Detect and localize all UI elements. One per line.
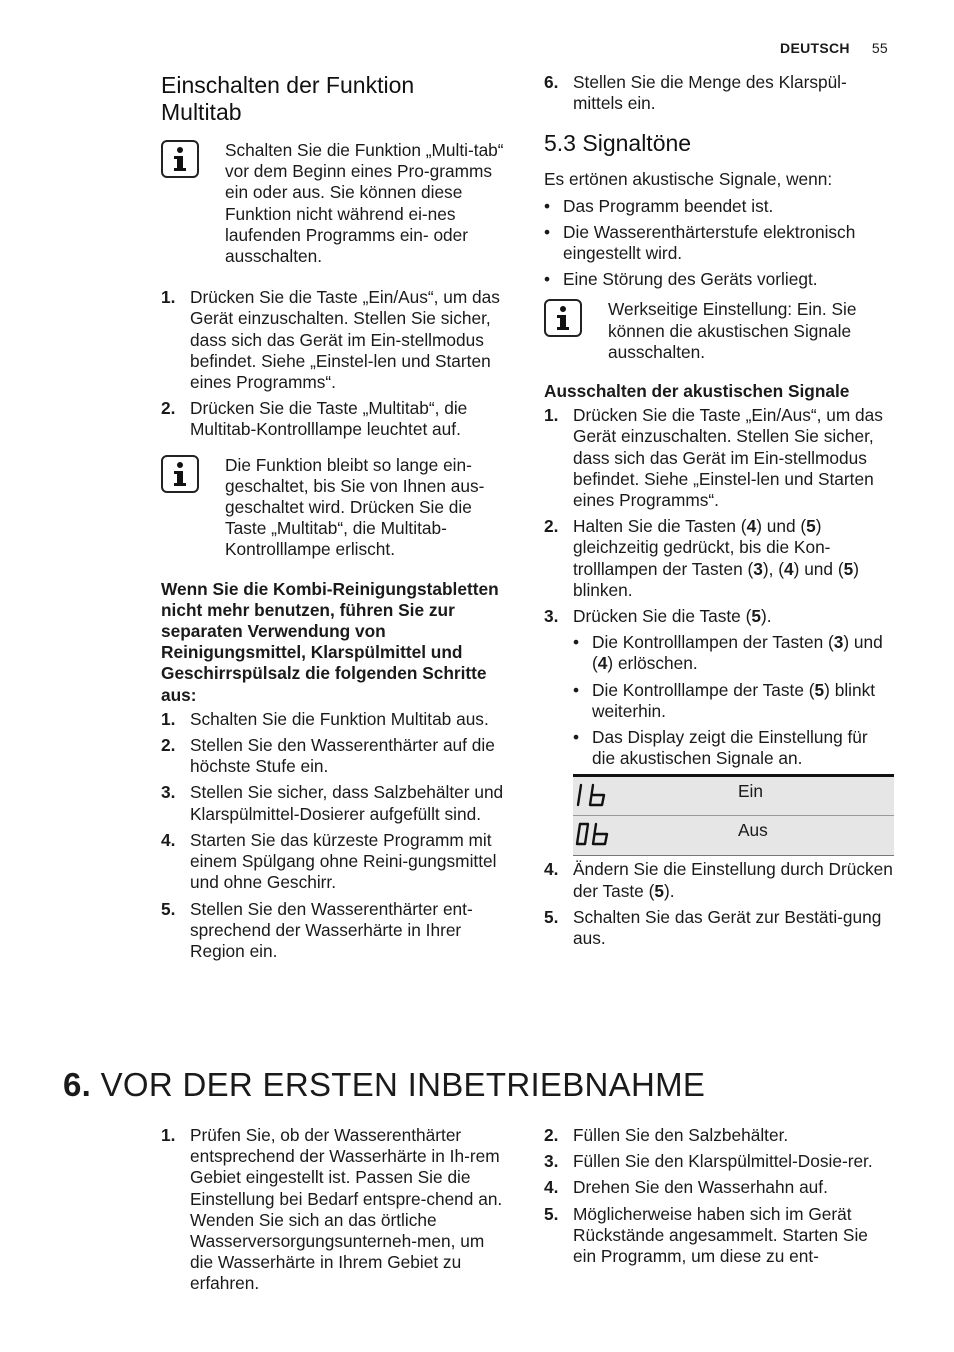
section6-left-column — [161, 1125, 511, 1300]
rinse-aid-step — [544, 72, 894, 114]
list-item: 6. Stellen Sie die Menge des Klarspül-mittels ein. — [544, 72, 847, 114]
signal-settings-table — [573, 774, 894, 856]
section-label: DEUTSCH — [780, 40, 850, 56]
list-item: 2. Füllen Sie den Salzbehälter. — [544, 1125, 789, 1145]
multitab-steps — [161, 287, 511, 440]
confirm-steps — [544, 859, 894, 949]
signals-intro: Es ertönen akustische Signale, wenn: — [544, 169, 833, 190]
chapter-heading: 6. VOR DER ERSTEN INBETRIEBNAHME — [63, 1066, 706, 1103]
list-item: • Das Programm beendet ist. — [544, 195, 774, 216]
list-item: 4. Ändern Sie die Einstellung durch Drücken der Taste (5). — [544, 859, 893, 901]
table-row — [573, 816, 894, 856]
list-item: 2. Drücken Sie die Taste „Multitab“, die Multitab-Kontrolllampe leuchtet auf. — [161, 398, 468, 440]
setting-label-off: Aus — [738, 816, 894, 856]
signals-bullets — [544, 196, 894, 291]
list-item: • Eine Störung des Geräts vorliegt. — [544, 269, 818, 290]
list-item: 1. Schalten Sie die Funktion Multitab aus. — [161, 708, 489, 729]
page-header — [780, 38, 888, 59]
disable-signals-steps — [544, 405, 894, 627]
list-item: 3. Stellen Sie sicher, dass Salzbehälter und Klarspülmittel-Dosierer aufgefüllt sind. — [161, 782, 504, 824]
list-item: • Das Display zeigt die Einstellung für die akustischen Signale an. — [573, 727, 868, 769]
info-box-multitab-off — [161, 455, 511, 561]
display-readout-on — [573, 776, 738, 816]
list-item: 5. Stellen Sie den Wasserenthärter ent-sprechend der Wasserhärte in Ihrer Region ein. — [161, 898, 473, 961]
list-item: • Die Kontrolllampen der Tasten (3) und (4) erlöschen. — [573, 632, 883, 674]
section6-right-column — [544, 1125, 894, 1272]
disable-signals-subheading: Ausschalten der akustischen Signale — [544, 381, 850, 402]
info-text: Werkseitige Einstellung: Ein. Sie können die akustischen Signale ausschalten. — [608, 299, 857, 362]
list-item: 3. Füllen Sie den Klarspülmittel-Dosie-rer. — [544, 1151, 873, 1172]
info-icon — [161, 455, 199, 493]
info-icon — [544, 299, 582, 337]
info-box-signals — [544, 299, 894, 363]
left-column — [161, 72, 511, 967]
list-item: 4. Drehen Sie den Wasserhahn auf. — [544, 1177, 828, 1198]
seven-segment-0b — [575, 821, 609, 847]
list-item: • Die Kontrolllampe der Taste (5) blinkt weiterhin. — [573, 679, 876, 721]
list-item: 1. Drücken Sie die Taste „Ein/Aus“, um das Gerät einzuschalten. Stellen Sie sicher, dass sich das Gerät im Ein-stellmodus befindet. Siehe „Einstel-len und Starten eines Programms“. — [544, 405, 883, 511]
first-use-steps-right — [544, 1125, 894, 1267]
separate-use-instructions: Wenn Sie die Kombi-Reinigungstabletten nicht mehr benutzen, führen Sie zur separaten Verwendung von Reinigungsmittel, Klarspülmittel und Geschirrspülsalz die folgenden Schritte aus: — [161, 578, 499, 705]
info-text: Die Funktion bleibt so lange ein-geschaltet, bis Sie von Ihnen aus-geschaltet wird. Drücken Sie die Taste „Multitab“, die Multitab-Kontrolllampe erlischt. — [225, 454, 485, 560]
list-item: 1. Drücken Sie die Taste „Ein/Aus“, um das Gerät einzuschalten. Stellen Sie sicher, dass sich das Gerät im Ein-stellmodus befindet. Siehe „Einstel-len und Starten eines Programms“. — [161, 287, 500, 393]
info-box-multitab — [161, 140, 511, 267]
page-number: 55 — [871, 40, 888, 56]
multitab-heading: Einschalten der Funktion Multitab — [161, 72, 415, 125]
list-item: 2. Halten Sie die Tasten (4) und (5) gleichzeitig gedrückt, bis die Kon-trolllampen der Tasten (3), (4) und (5) blinken. — [544, 516, 859, 600]
list-item: 4. Starten Sie das kürzeste Programm mit einem Spülgang ohne Reini-gungsmittel und ohne Geschirr. — [161, 829, 497, 893]
display-bullets — [573, 632, 894, 769]
info-text: Schalten Sie die Funktion „Multi-tab“ vor dem Beginn eines Pro-gramms ein oder aus. Sie können diese Funktion nicht während ei-nes laufenden Programms ein- oder ausschalten. — [225, 140, 504, 267]
signals-heading: 5.3 Signaltöne — [544, 130, 692, 157]
list-item: 3. Drücken Sie die Taste (5). — [544, 606, 772, 627]
list-item: 5. Möglicherweise haben sich im Gerät Rückstände angesammelt. Starten Sie ein Programm, um diese zu ent- — [544, 1203, 868, 1267]
right-column — [544, 72, 894, 954]
list-item: 2. Stellen Sie den Wasserenthärter auf die höchste Stufe ein. — [161, 735, 495, 777]
list-item: 5. Schalten Sie das Gerät zur Bestäti-gung aus. — [544, 906, 882, 949]
info-icon — [161, 140, 199, 178]
display-readout-off — [573, 816, 738, 856]
first-use-steps-left — [161, 1125, 511, 1295]
list-item: 1. Prüfen Sie, ob der Wasserenthärter entsprechend der Wasserhärte in Ih-rem Gebiet eingestellt ist. Passen Sie die Einstellung bei Bedarf entspre-chend an. Wenden Sie sich an das örtliche Wasserversorgungsunterneh-men, um die Wasserhärte in Ihrem Gebiet zu erfahren. — [161, 1125, 503, 1294]
list-item: • Die Wasserenthärterstufe elektronisch eingestellt wird. — [544, 221, 856, 264]
table-row — [573, 776, 894, 816]
seven-segment-1b — [575, 782, 609, 808]
setting-label-on: Ein — [738, 776, 894, 816]
separate-use-steps — [161, 709, 511, 962]
